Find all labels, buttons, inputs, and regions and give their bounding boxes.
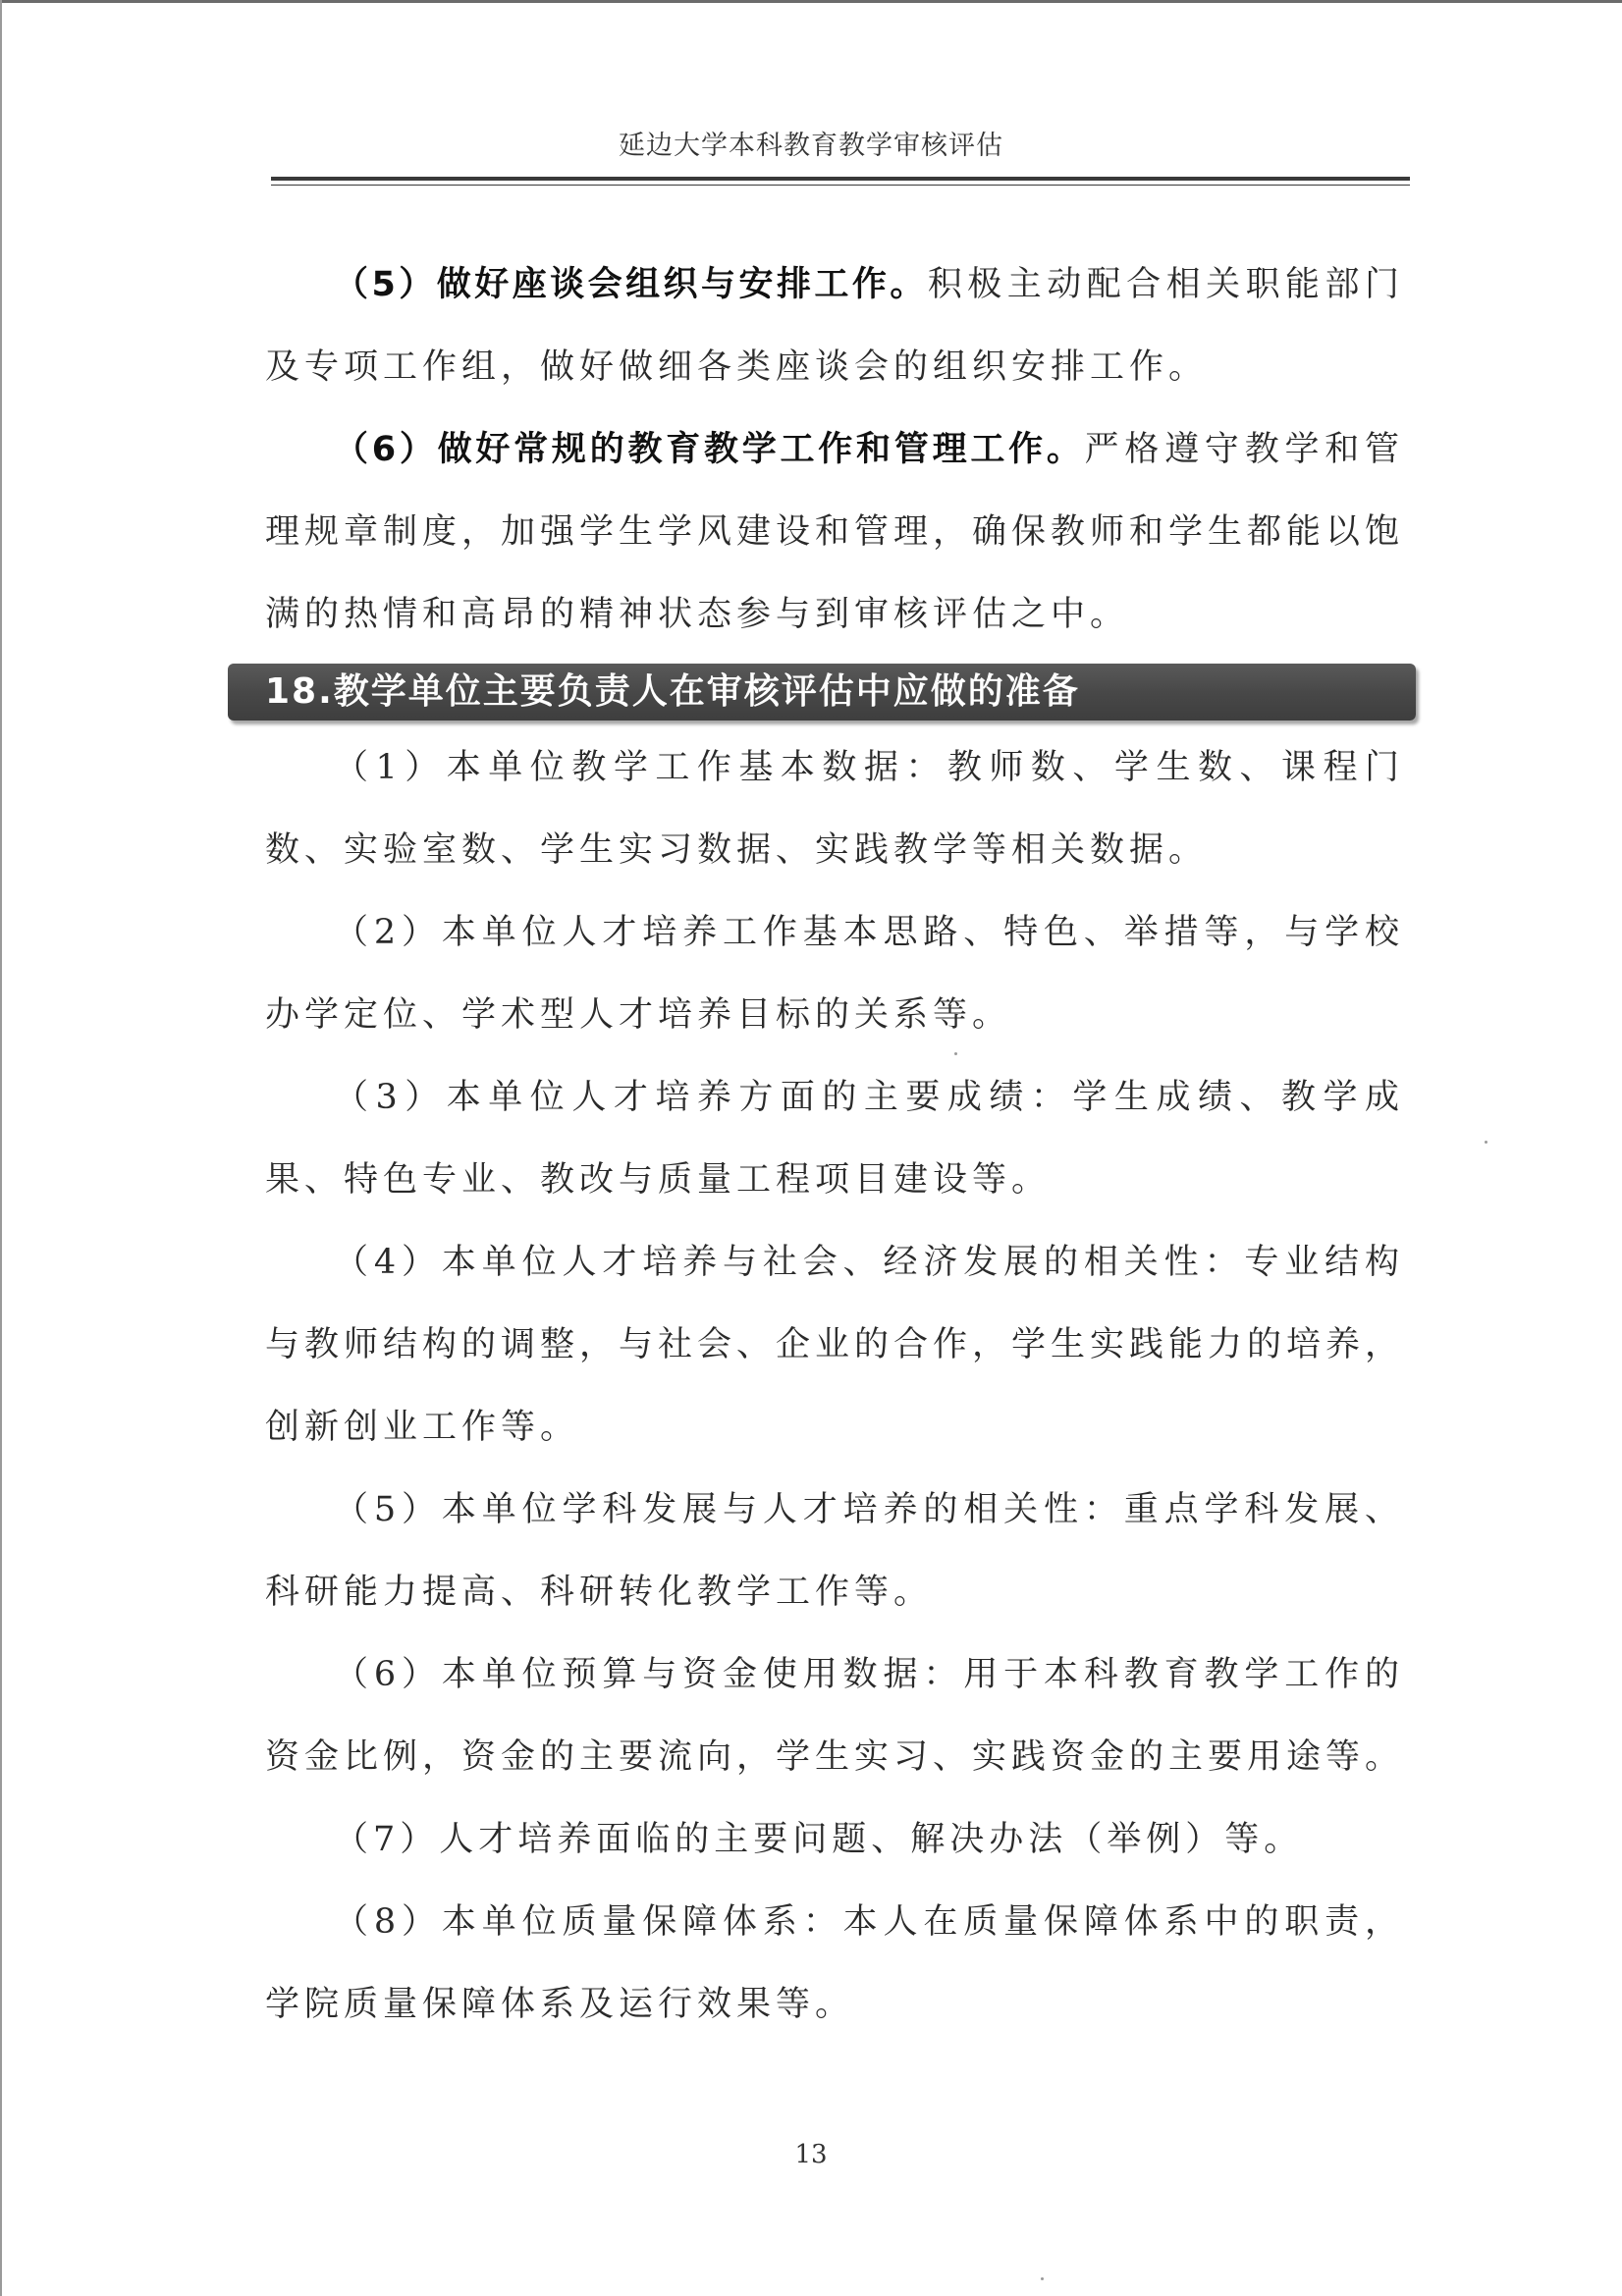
- scan-speck: [954, 1052, 957, 1055]
- header-rule-thin: [271, 185, 1410, 186]
- scan-speck: [1041, 2277, 1044, 2280]
- running-header-title: 延边大学本科教育教学审核评估: [619, 131, 1003, 161]
- intro-paragraph-5-text: 积极主动配合相关职能部门及专项工作组，做好做细各类座谈会的组织安排工作。: [265, 265, 1404, 387]
- scan-edge-top: [0, 0, 1622, 3]
- section-item-2: （2）本单位人才培养工作基本思路、特色、举措等，与学校办学定位、学术型人才培养目标的关系等。: [265, 913, 1404, 1035]
- section-item-7: （7）人才培养面临的主要问题、解决办法（举例）等。: [334, 1820, 1304, 1859]
- page-body: [265, 243, 1404, 2046]
- section-item-6: （6）本单位预算与资金使用数据：用于本科教育教学工作的资金比例，资金的主要流向，学生实习、实践资金的主要用途等。: [265, 1655, 1405, 1777]
- intro-paragraph-6-lead: （6）做好常规的教育教学工作和管理工作。: [334, 430, 1085, 469]
- section-item-5: （5）本单位学科发展与人才培养的相关性：重点学科发展、科研能力提高、科研转化教学工作等。: [265, 1490, 1404, 1612]
- intro-paragraph-6: [265, 408, 1404, 656]
- section-item-4: （4）本单位人才培养与社会、经济发展的相关性：专业结构与教师结构的调整，与社会、企业的合作，学生实践能力的培养，创新创业工作等。: [265, 1243, 1405, 1447]
- intro-paragraph-5: [265, 243, 1404, 408]
- intro-paragraph-5-lead: （5）做好座谈会组织与安排工作。: [334, 265, 928, 304]
- header-rule-thick: [271, 177, 1410, 181]
- page-number: 13: [794, 2140, 828, 2169]
- section-heading-banner: [228, 664, 1416, 721]
- intro-paragraph-6-text: 严格遵守教学和管理规章制度，加强学生学风建设和管理，确保教师和学生都能以饱满的热情和高昂的精神状态参与到审核评估之中。: [265, 430, 1405, 634]
- section-item-1: （1）本单位教学工作基本数据：教师数、学生数、课程门数、实验室数、学生实习数据、实践教学等相关数据。: [265, 748, 1404, 870]
- scan-edge-left: [0, 0, 2, 2296]
- section-item-3: （3）本单位人才培养方面的主要成绩：学生成绩、教学成果、特色专业、教改与质量工程项目建设等。: [265, 1078, 1404, 1200]
- scan-speck: [1485, 1141, 1487, 1144]
- section-heading: 18.教学单位主要负责人在审核评估中应做的准备: [265, 671, 1080, 712]
- section-item-8: （8）本单位质量保障体系：本人在质量保障体系中的职责，学院质量保障体系及运行效果等。: [265, 1902, 1404, 2024]
